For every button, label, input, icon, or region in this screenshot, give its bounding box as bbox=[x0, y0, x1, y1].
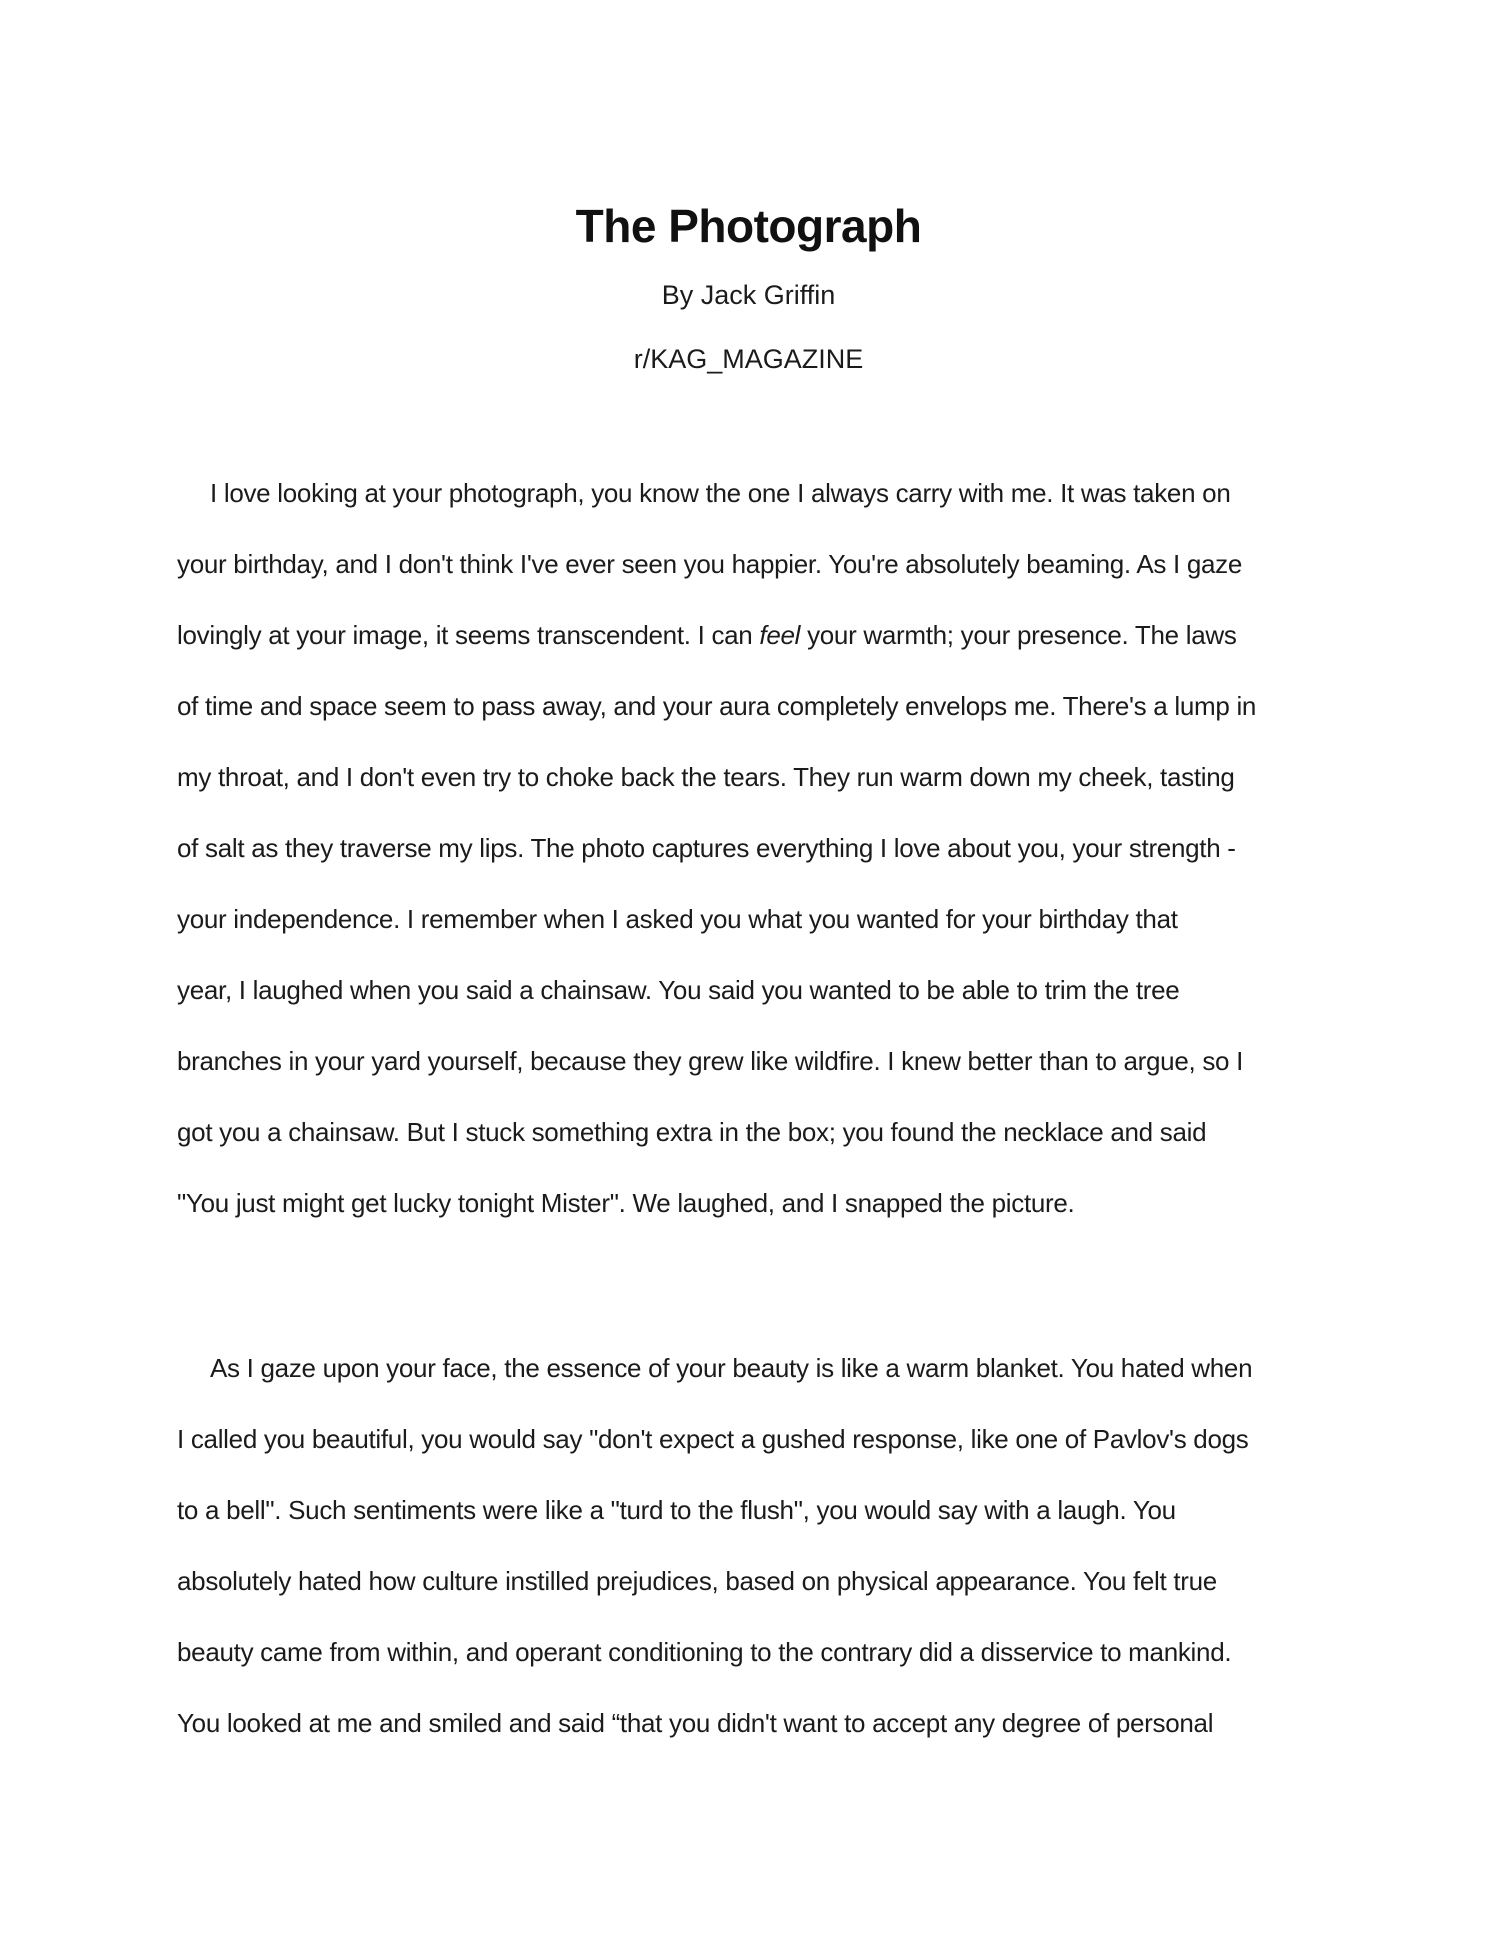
story-line: got you a chainsaw. But I stuck something extra in the box; you found the necklace and said bbox=[177, 1117, 1207, 1147]
story-line: "You just might get lucky tonight Mister". We laughed, and I snapped the picture. bbox=[177, 1188, 1075, 1218]
story-line: your birthday, and I don't think I've ever seen you happier. You're absolutely beaming. As I gaze bbox=[177, 549, 1243, 579]
byline: By Jack Griffin bbox=[661, 280, 836, 310]
line-segment: your warmth; your presence. The laws bbox=[800, 620, 1237, 650]
story-line: of salt as they traverse my lips. The photo captures everything I love about you, your strength - bbox=[177, 833, 1236, 863]
page-title: The Photograph bbox=[575, 200, 922, 252]
paragraph-1 bbox=[177, 458, 1320, 1239]
story-line: absolutely hated how culture instilled prejudices, based on physical appearance. You felt true bbox=[177, 1566, 1217, 1596]
story-line: of time and space seem to pass away, and your aura completely envelops me. There's a lump in bbox=[177, 691, 1257, 721]
paragraph-2 bbox=[177, 1333, 1320, 1759]
story-line: to a bell". Such sentiments were like a "turd to the flush", you would say with a laugh. You bbox=[177, 1495, 1176, 1525]
story-line: your independence. I remember when I asked you what you wanted for your birthday that bbox=[177, 904, 1178, 934]
magazine-tag: r/KAG_MAGAZINE bbox=[633, 344, 864, 374]
story-line: I called you beautiful, you would say "don't expect a gushed response, like one of Pavlov's dogs bbox=[177, 1424, 1249, 1454]
story-line: I love looking at your photograph, you know the one I always carry with me. It was taken on bbox=[210, 478, 1231, 508]
story-line: You looked at me and smiled and said “that you didn't want to accept any degree of personal bbox=[177, 1708, 1214, 1738]
italic-word: feel bbox=[759, 620, 801, 650]
story-line: As I gaze upon your face, the essence of your beauty is like a warm blanket. You hated when bbox=[210, 1353, 1253, 1383]
line-segment: lovingly at your image, it seems transcendent. I can bbox=[177, 620, 760, 650]
story-line: my throat, and I don't even try to choke back the tears. They run warm down my cheek, tasting bbox=[177, 762, 1235, 792]
story-line: beauty came from within, and operant conditioning to the contrary did a disservice to mankind. bbox=[177, 1637, 1232, 1667]
story-line: year, I laughed when you said a chainsaw. You said you wanted to be able to trim the tree bbox=[177, 975, 1180, 1005]
story-line bbox=[177, 600, 1320, 671]
story-line: branches in your yard yourself, because they grew like wildfire. I knew better than to argue, so I bbox=[177, 1046, 1244, 1076]
